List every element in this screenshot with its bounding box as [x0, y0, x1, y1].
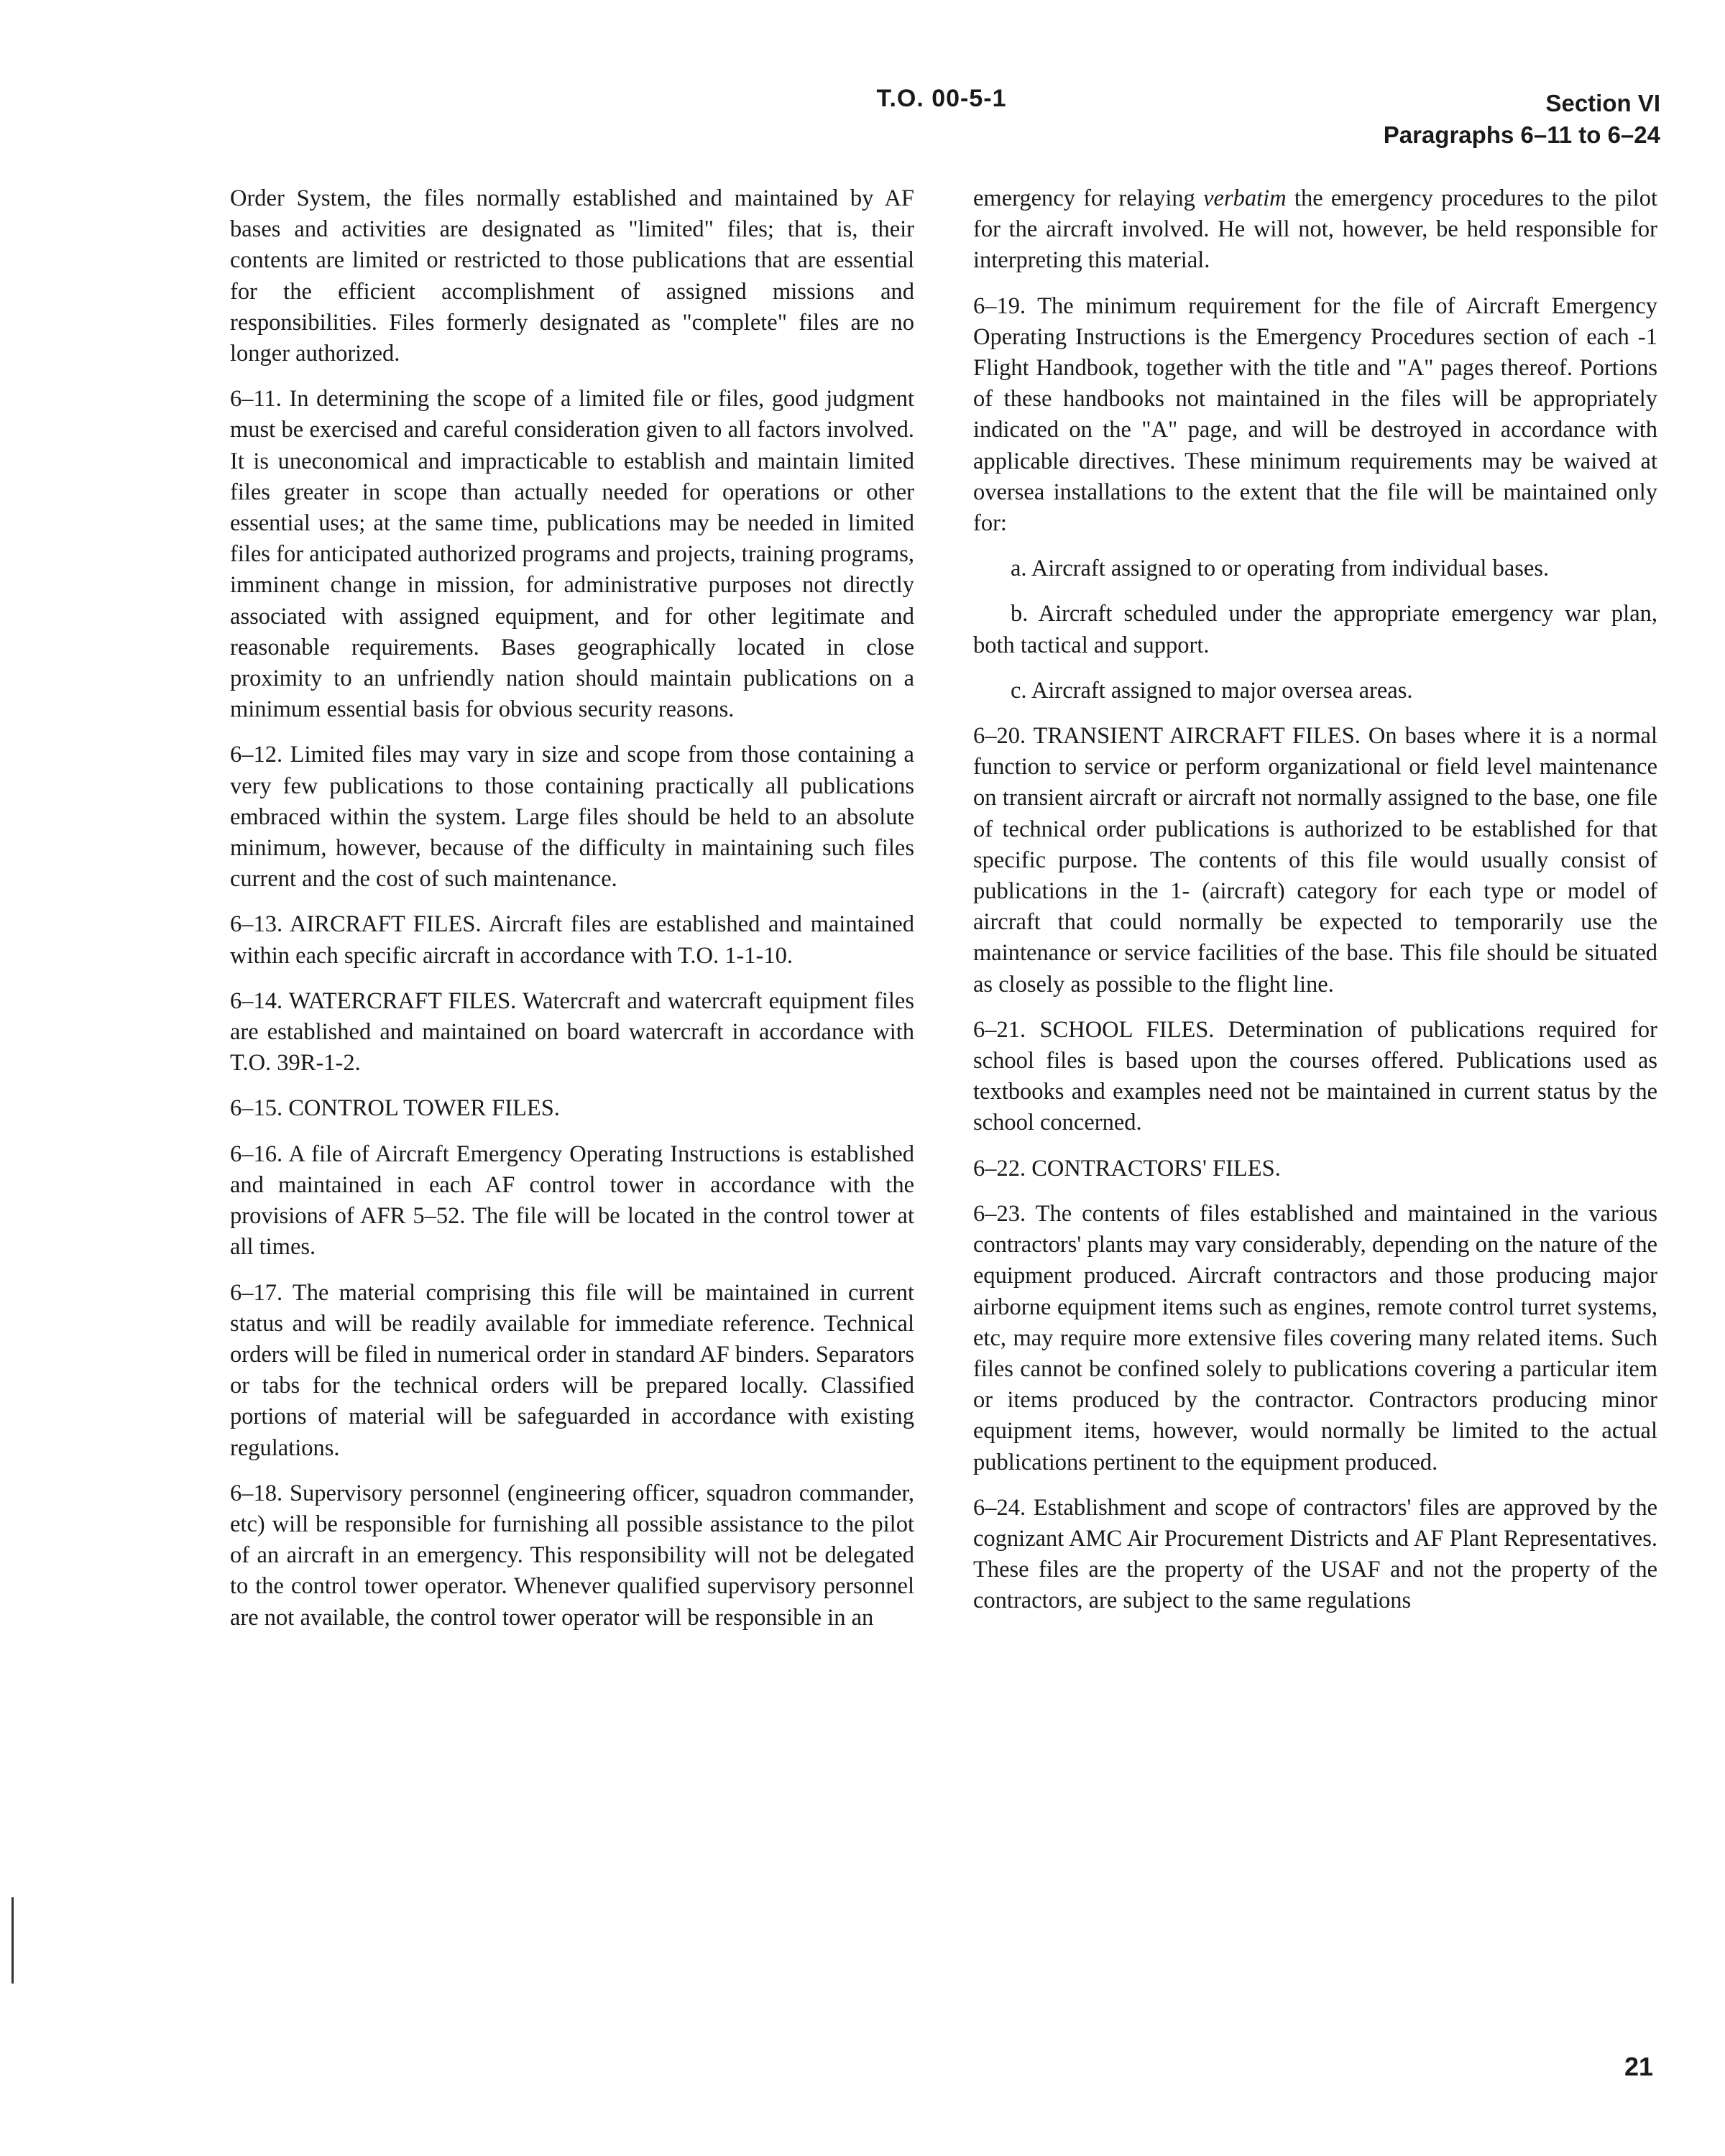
text-run: emergency for relaying — [973, 185, 1204, 211]
paragraph-6-20: 6–20. TRANSIENT AIRCRAFT FILES. On bases where it is a normal function to service or perform organizational or field level maintenance on transient aircraft or aircraft not normally assigned to the base, one file of technical order publications is authorized to be established for that specific purpose. The contents of this file would usually consist of publications in the 1- (aircraft) category for each type or model of aircraft that could normally be expected to temporarily use the maintenance or service facilities of the base. This file should be situated as closely as possible to the flight line. — [973, 723, 1657, 998]
paragraph-continued: Order System, the files normally established and maintained by AF bases and activities are designated as "limited" files; that is, their contents are limited or restricted to those publications that are essential for the efficient accomplishment of assigned missions and responsibilities. Files formerly designated as "complete" files are no longer authorized. — [230, 185, 914, 367]
list-item-b: b. Aircraft scheduled under the appropriate emergency war plan, both tactical and support. — [973, 601, 1657, 658]
paragraph-6-15: 6–15. CONTROL TOWER FILES. — [230, 1095, 560, 1122]
paragraph-6-21: 6–21. SCHOOL FILES. Determination of publications required for school files is based upon the courses offered. Publications used as textbooks and examples need not be maintained in current status by the school concerned. — [973, 1016, 1657, 1136]
paragraph-6-12: 6–12. Limited files may vary in size and scope from those containing a very few publications to those containing practically all publications embraced within the system. Large files should be held to an absolute minimum, however, because of the difficulty in maintaining such files current and the cost of such maintenance. — [230, 742, 914, 893]
paragraph-6-19: 6–19. The minimum requirement for the file of Aircraft Emergency Operating Instructions is the Emergency Procedures section of each -1 Flight Handbook, together with the title and "A" pages thereof. Portions of these handbooks not maintained in the files will be appropriately indicated on the "A" page, and will be destroyed in accordance with applicable directives. These minimum requirements may be waived at oversea installations to the extent that the file will be maintained only for: — [973, 292, 1657, 537]
text-run: the emergency procedures to the pilot for the aircraft involved. He will not, however, be held responsible for interpreting this material. — [973, 185, 1658, 274]
paragraph-6-17: 6–17. The material comprising this file will be maintained in current status and will be readily available for immediate reference. Technical orders will be filed in numerical order in standard AF binders. Separators or tabs for the technical orders will be prepared locally. Classified portions of material will be safeguarded in accordance with existing regulations. — [230, 1279, 914, 1461]
right-column — [973, 183, 1657, 1631]
paragraph-6-23: 6–23. The contents of files established and maintained in the various contractors' plants may vary considerably, depending on the nature of the equipment produced. Aircraft contractors and those producing major airborne equipment items such as engines, remote control turret systems, etc, may require more extensive files covering many related items. Such files cannot be confined solely to publications covering a particular item or items produced by the contractor. Contractors producing minor equipment items, however, would normally be limited to the actual publications pertinent to the equipment produced. — [973, 1200, 1657, 1475]
left-column — [230, 183, 914, 1648]
paragraph-6-16: 6–16. A file of Aircraft Emergency Operating Instructions is established and maintained in each AF control tower in accordance with the provisions of AFR 5–52. The file will be located in the control tower at all times. — [230, 1141, 914, 1261]
paragraph-6-11: 6–11. In determining the scope of a limited file or files, good judgment must be exercised and careful consideration given to all factors involved. It is uneconomical and impracticable to establish and maintain limited files greater in scope than actually needed for operations or other essential uses; at the same time, publications may be needed in limited files for anticipated authorized programs and projects, training programs, imminent change in mission, for administrative purposes not directly associated with assigned equipment, and for other legitimate and reasonable requirements. Bases geographically located in close proximity to an unfriendly nation should maintain publications on a minimum essential basis for obvious security reasons. — [230, 386, 914, 723]
italic-term: verbatim — [1203, 185, 1287, 211]
section-title: Section VI — [1545, 90, 1660, 116]
list-item-c: c. Aircraft assigned to major oversea areas. — [1011, 677, 1413, 704]
paragraph-6-13: 6–13. AIRCRAFT FILES. Aircraft files are established and maintained within each specific aircraft in accordance with T.O. 1-1-10. — [230, 911, 914, 969]
paragraph-6-14: 6–14. WATERCRAFT FILES. Watercraft and watercraft equipment files are established and maintained on board watercraft in accordance with T.O. 39R-1-2. — [230, 987, 914, 1077]
margin-change-bar — [12, 1897, 14, 1984]
document-number: T.O. 00-5-1 — [876, 85, 1007, 112]
page-number: 21 — [1624, 2052, 1653, 2081]
paragraph-6-22: 6–22. CONTRACTORS' FILES. — [973, 1155, 1281, 1181]
section-header — [1384, 88, 1660, 151]
paragraph-6-24: 6–24. Establishment and scope of contractors' files are approved by the cognizant AMC Air Procurement Districts and AF Plant Representatives. These files are the property of the USAF and not the property of the contractors, are subject to the same regulations — [973, 1494, 1657, 1614]
paragraph-6-18: 6–18. Supervisory personnel (engineering officer, squadron commander, etc) will be responsible for furnishing all possible assistance to the pilot of an aircraft in an emergency. This responsibility will not be delegated to the control tower operator. Whenever qualified supervisory personnel are not available, the control tower operator will be responsible in an — [230, 1480, 914, 1631]
paragraph-6-18-continued — [973, 183, 1657, 277]
paragraph-range: Paragraphs 6–11 to 6–24 — [1383, 121, 1660, 148]
list-item-a: a. Aircraft assigned to or operating from individual bases. — [1011, 556, 1550, 582]
